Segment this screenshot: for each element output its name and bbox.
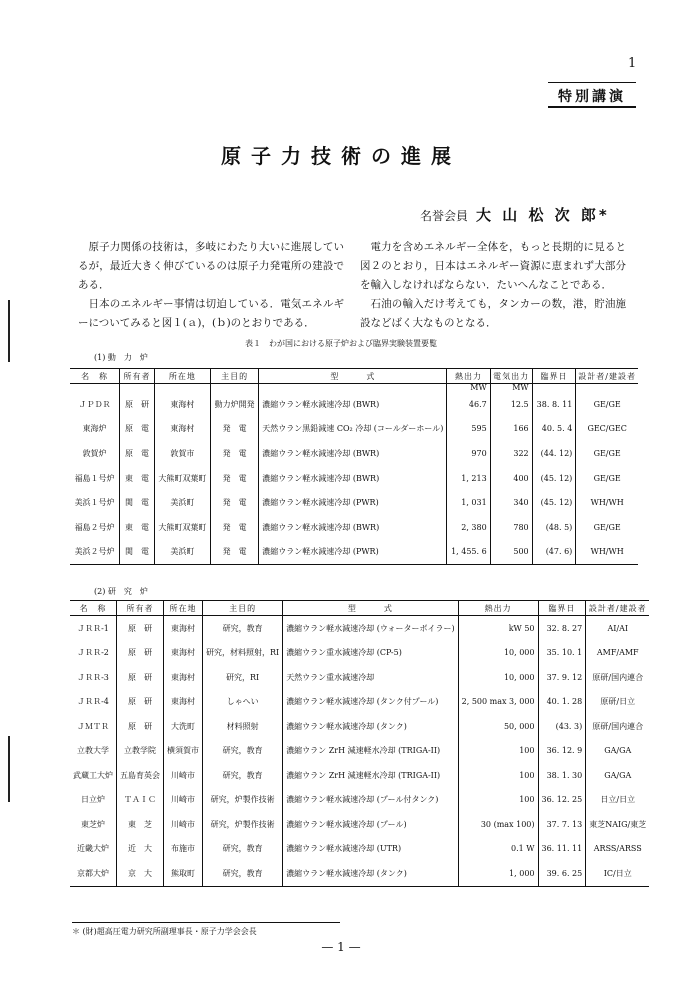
table-cell: 37. 7. 13 [538, 812, 586, 837]
table-cell: 10, 000 [458, 641, 538, 666]
section-label: 特別講演 [558, 89, 626, 105]
table-cell: 原 研 [120, 392, 155, 417]
table-header-row [70, 601, 649, 616]
table-cell: 発 電 [211, 515, 259, 540]
footnote: ＊ (財)超高圧電力研究所副理事長・原子力学会会長 [72, 927, 257, 936]
table-row [70, 714, 649, 739]
table-cell: 2, 500 max 3, 000 [458, 690, 538, 715]
table-cell: 36. 12. 9 [538, 739, 586, 764]
table-cell: 原 研 [117, 641, 164, 666]
table-cell: 濃縮ウラン軽水減速冷却 (PWR) [259, 490, 447, 515]
table-cell: 東海炉 [82, 424, 107, 434]
table-row [70, 515, 638, 540]
table-cell: ARSS/ARSS [586, 837, 650, 862]
page-number-top: 1 [628, 56, 637, 71]
table-cell: 100 [458, 788, 538, 813]
table-row [70, 441, 638, 466]
table-cell: 研究，炉製作技術 [203, 812, 283, 837]
table-cell: AMF/AMF [586, 641, 650, 666]
page-number-bottom: — 1 — [321, 940, 361, 954]
table-cell: 発 電 [211, 417, 259, 442]
body-column-left [78, 238, 344, 333]
table-cell: 40. 5. 4 [532, 417, 576, 442]
table-cell: 原研/日立 [586, 690, 650, 715]
table-cell: 500 [490, 540, 532, 565]
table-cell: 1, 455. 6 [447, 540, 490, 565]
table-cell: 濃縮ウラン軽水減速冷却 (タンク) [283, 714, 458, 739]
table-cell: 大洗町 [164, 714, 203, 739]
table-cell: 熊取町 [164, 861, 203, 886]
table-cell: GE/GE [576, 441, 638, 466]
column-header: 所在地 [164, 601, 203, 616]
table-cell: 濃縮ウラン軽水減速冷却 (タンク) [283, 861, 458, 886]
table-cell: 材料照射 [203, 714, 283, 739]
column-header: 設計者/建設者 [586, 601, 650, 616]
table-row [70, 739, 649, 764]
table-cell: (48. 5) [532, 515, 576, 540]
paragraph: 日本のエネルギー事情は切迫している．電気エネルギーについてみると図１(ａ)，(ｂ)のとおりである． [78, 298, 344, 329]
table-cell: ＪＲＲ-4 [77, 697, 109, 707]
table-cell: 濃縮ウラン軽水減速冷却 (タンク付プール) [283, 690, 458, 715]
table-cell: 京都大炉 [70, 861, 117, 886]
table-cell: 研究，炉製作技術 [203, 788, 283, 813]
table-cell: 38. 1. 30 [538, 763, 586, 788]
table-cell: 原 研 [117, 690, 164, 715]
column-header: 主目的 [203, 601, 283, 616]
table-cell: 美浜町 [154, 490, 210, 515]
empty-cell [154, 384, 210, 393]
table-cell: 原 電 [120, 441, 155, 466]
table-cell: AI/AI [586, 616, 650, 641]
table-cell: 東海村 [164, 665, 203, 690]
paragraph: 原子力関係の技術は，多岐にわたり大いに進展しているが，最近大きく伸びているのは原子力発電所の建設である． [78, 241, 344, 291]
column-header: 名 称 [70, 369, 120, 384]
unit-cell: MW [447, 384, 490, 393]
table-cell: 関 電 [120, 540, 155, 565]
table-cell: 研究，教育 [203, 616, 283, 641]
table-cell: 12.5 [490, 392, 532, 417]
table-cell: 研究，RI [203, 665, 283, 690]
table-row [70, 417, 638, 442]
table-cell: GEC/GEC [576, 417, 638, 442]
table-cell: 36. 11. 11 [538, 837, 586, 862]
table-cell: 780 [490, 515, 532, 540]
table-cell: kW 50 [458, 616, 538, 641]
table-cell: 東海村 [164, 616, 203, 641]
table-cell: 東海村 [164, 641, 203, 666]
section-label-rule-top [548, 82, 636, 83]
table-caption: 表１ わが国における原子炉および臨界実験装置要覧 [245, 339, 437, 348]
table-row [70, 616, 649, 641]
table-cell: WH/WH [576, 490, 638, 515]
table-cell: 関 電 [120, 490, 155, 515]
table-row [70, 392, 638, 417]
table-cell: 1, 000 [458, 861, 538, 886]
table-cell: 濃縮ウラン軽水減速冷却 (プール) [283, 812, 458, 837]
table-cell: 40. 1. 28 [538, 690, 586, 715]
column-header: 型 式 [283, 601, 458, 616]
table-cell: GE/GE [576, 392, 638, 417]
table-cell: 福島２号炉 [74, 522, 115, 532]
table-cell: 166 [490, 417, 532, 442]
table-cell: 37. 9. 12 [538, 665, 586, 690]
table-cell: 濃縮ウラン ZrH 減速軽水冷却 (TRIGA-II) [283, 763, 458, 788]
table-cell: 東 電 [120, 466, 155, 491]
column-header: 名 称 [70, 601, 117, 616]
table-cell: 10, 000 [458, 665, 538, 690]
paragraph: 電力を含めエネルギー全体を，もっと長期的に見ると図２のとおり，日本はエネルギー資源に恵まれず大部分を輸入しなければならない．たいへんなことである． [360, 241, 626, 291]
table-cell: 100 [458, 739, 538, 764]
table-cell: 970 [447, 441, 490, 466]
table-row [70, 490, 638, 515]
table-cell: 美浜町 [154, 540, 210, 565]
table-cell: しゃへい [203, 690, 283, 715]
table-cell: 研究，教育 [203, 837, 283, 862]
table-cell: 敦賀炉 [82, 448, 107, 458]
section-label-rule [548, 106, 636, 108]
table-row [70, 466, 638, 491]
table-cell: 原 電 [120, 417, 155, 442]
table-cell: 日立炉 [81, 795, 105, 805]
empty-cell [259, 384, 447, 393]
author-name: 大 山 松 次 郎* [476, 206, 610, 224]
table-cell: 1, 213 [447, 466, 490, 491]
table-cell: 研究，教育 [203, 763, 283, 788]
table-cell: (44. 12) [532, 441, 576, 466]
table-cell: 川崎市 [164, 763, 203, 788]
column-header: 所在地 [154, 369, 210, 384]
table-cell: 東海村 [154, 417, 210, 442]
table-cell: ＴＡＩＣ [117, 788, 164, 813]
column-header: 熱出力 [447, 369, 490, 384]
table-cell: 大熊町双葉町 [154, 515, 210, 540]
table-cell: 東海村 [164, 690, 203, 715]
author-role: 名誉会員 [420, 209, 469, 223]
empty-cell [211, 384, 259, 393]
table-cell: 濃縮ウラン軽水減速冷却 (BWR) [259, 441, 447, 466]
column-header: 設計者/建設者 [576, 369, 638, 384]
empty-cell [70, 384, 120, 393]
table-cell: 京 大 [117, 861, 164, 886]
table-cell: IC/日立 [586, 861, 650, 886]
table-cell: 研究，材料照射，RI [203, 641, 283, 666]
table-cell: 濃縮ウラン軽水減速冷却 (プール付タンク) [283, 788, 458, 813]
table-row [70, 812, 649, 837]
table-cell: 39. 6. 25 [538, 861, 586, 886]
table-cell: 近畿大炉 [77, 844, 109, 854]
table-cell: 原 研 [117, 665, 164, 690]
table-cell: 400 [490, 466, 532, 491]
table-row [70, 665, 649, 690]
table-cell: 立教大学 [77, 746, 109, 756]
table-cell: 日立/日立 [586, 788, 650, 813]
table-row [70, 837, 649, 862]
body-column-right [360, 238, 626, 333]
table-cell: 濃縮ウラン軽水減速冷却 (BWR) [259, 515, 447, 540]
column-header: 電気出力 [490, 369, 532, 384]
table-cell: 大熊町双葉町 [154, 466, 210, 491]
table-cell: 46.7 [447, 392, 490, 417]
table-cell: GA/GA [586, 763, 650, 788]
table-cell: 36. 12. 25 [538, 788, 586, 813]
table-row [70, 641, 649, 666]
table-cell: 川崎市 [164, 812, 203, 837]
margin-mark-bottom [8, 736, 10, 802]
table-cell: ＪＲＲ-3 [77, 672, 109, 682]
table-cell: 濃縮ウラン軽水減速冷却 (ウォーターボイラー) [283, 616, 458, 641]
margin-mark-top [8, 300, 10, 362]
table-row [70, 690, 649, 715]
article-title: 原子力技術の進展 [221, 144, 461, 168]
footnote-rule [72, 922, 340, 923]
empty-cell [576, 384, 638, 393]
table-cell: 敦賀市 [154, 441, 210, 466]
table-cell: 川崎市 [164, 788, 203, 813]
table-cell: 濃縮ウラン ZrH 減速軽水冷却 (TRIGA-II) [283, 739, 458, 764]
author-line [420, 204, 660, 225]
table-cell: GA/GA [586, 739, 650, 764]
table-row [70, 540, 638, 565]
column-header: 臨界日 [532, 369, 576, 384]
table-cell: (43. 3) [538, 714, 586, 739]
table-cell: 横須賀市 [164, 739, 203, 764]
table-cell: 東芝炉 [81, 819, 105, 829]
table-cell: 濃縮ウラン軽水減速冷却 (UTR) [283, 837, 458, 862]
table-cell: 32. 8. 27 [538, 616, 586, 641]
table-cell: 原 研 [117, 714, 164, 739]
table-cell: 1, 031 [447, 490, 490, 515]
table-cell: 322 [490, 441, 532, 466]
table-cell: 濃縮ウラン軽水減速冷却 (BWR) [259, 466, 447, 491]
empty-cell [532, 384, 576, 393]
table-cell: GE/GE [576, 466, 638, 491]
table-cell: 天然ウラン黒鉛減速 CO₂ 冷却 (コールダーホール) [259, 417, 447, 442]
table-cell: 美浜１号炉 [74, 498, 115, 508]
table-cell: 30 (max 100) [458, 812, 538, 837]
table-cell: 発 電 [211, 540, 259, 565]
power-reactor-table [70, 368, 638, 565]
unit-cell: MW [490, 384, 532, 393]
table-cell: 天然ウラン重水減速冷却 [283, 665, 458, 690]
column-header: 熱出力 [458, 601, 538, 616]
table-cell: 五島育英会 [117, 763, 164, 788]
table-row [70, 763, 649, 788]
table-row [70, 861, 649, 886]
table-cell: ＪＲＲ-1 [77, 623, 109, 633]
table-cell: (45. 12) [532, 466, 576, 491]
table-cell: 原研/国内連合 [586, 665, 650, 690]
table-cell: (45. 12) [532, 490, 576, 515]
table-cell: 立教学院 [117, 739, 164, 764]
table-cell: 発 電 [211, 490, 259, 515]
table-cell: 研究，教育 [203, 739, 283, 764]
table-cell: 38. 8. 11 [532, 392, 576, 417]
table-cell: 35. 10. 1 [538, 641, 586, 666]
table-cell: 100 [458, 763, 538, 788]
table-cell: ＪＰＤＲ [78, 399, 111, 409]
table1-subtitle: (1) 動 力 炉 [94, 353, 148, 362]
table-cell: 武蔵工大炉 [73, 770, 113, 780]
table-cell: 濃縮ウラン重水減速冷却 (CP-5) [283, 641, 458, 666]
table-cell: 原研/国内連合 [586, 714, 650, 739]
table-cell: WH/WH [576, 540, 638, 565]
table-cell: 50, 000 [458, 714, 538, 739]
column-header: 型 式 [259, 369, 447, 384]
table-cell: 595 [447, 417, 490, 442]
table-cell: 美浜２号炉 [70, 540, 120, 565]
table-cell: 東 電 [120, 515, 155, 540]
table-cell: GE/GE [576, 515, 638, 540]
table-cell: ＪＲＲ-2 [77, 648, 109, 658]
column-header: 臨界日 [538, 601, 586, 616]
column-header: 主目的 [211, 369, 259, 384]
table-cell: 0.1 W [458, 837, 538, 862]
table-cell: 濃縮ウラン軽水減速冷却 (PWR) [259, 540, 447, 565]
table-cell: 340 [490, 490, 532, 515]
table-cell: 2, 380 [447, 515, 490, 540]
table2-subtitle: (2) 研 究 炉 [94, 587, 148, 596]
table-row [70, 788, 649, 813]
column-header: 所有者 [117, 601, 164, 616]
table-cell: 研究，教育 [203, 861, 283, 886]
table-cell: 発 電 [211, 441, 259, 466]
table-cell: 東 芝 [117, 812, 164, 837]
table-cell: 近 大 [117, 837, 164, 862]
table-cell: ＪＭＴＲ [77, 721, 109, 731]
unit-row [70, 384, 638, 393]
table-cell: 発 電 [211, 466, 259, 491]
empty-cell [120, 384, 155, 393]
column-header: 所有者 [120, 369, 155, 384]
table-cell: 濃縮ウラン軽水減速冷却 (BWR) [259, 392, 447, 417]
table-cell: 福島１号炉 [74, 473, 115, 483]
table-cell: 動力炉開発 [211, 392, 259, 417]
table-cell: 東海村 [154, 392, 210, 417]
table-cell: 布施市 [164, 837, 203, 862]
paragraph: 石油の輸入だけ考えても，タンカーの数，港，貯油施設などばく大なものとなる． [360, 298, 626, 329]
table-header-row [70, 369, 638, 384]
table-cell: (47. 6) [532, 540, 576, 565]
table-cell: 東芝NAIG/東芝 [586, 812, 650, 837]
research-reactor-table [70, 600, 649, 887]
table-cell: 原 研 [117, 616, 164, 641]
